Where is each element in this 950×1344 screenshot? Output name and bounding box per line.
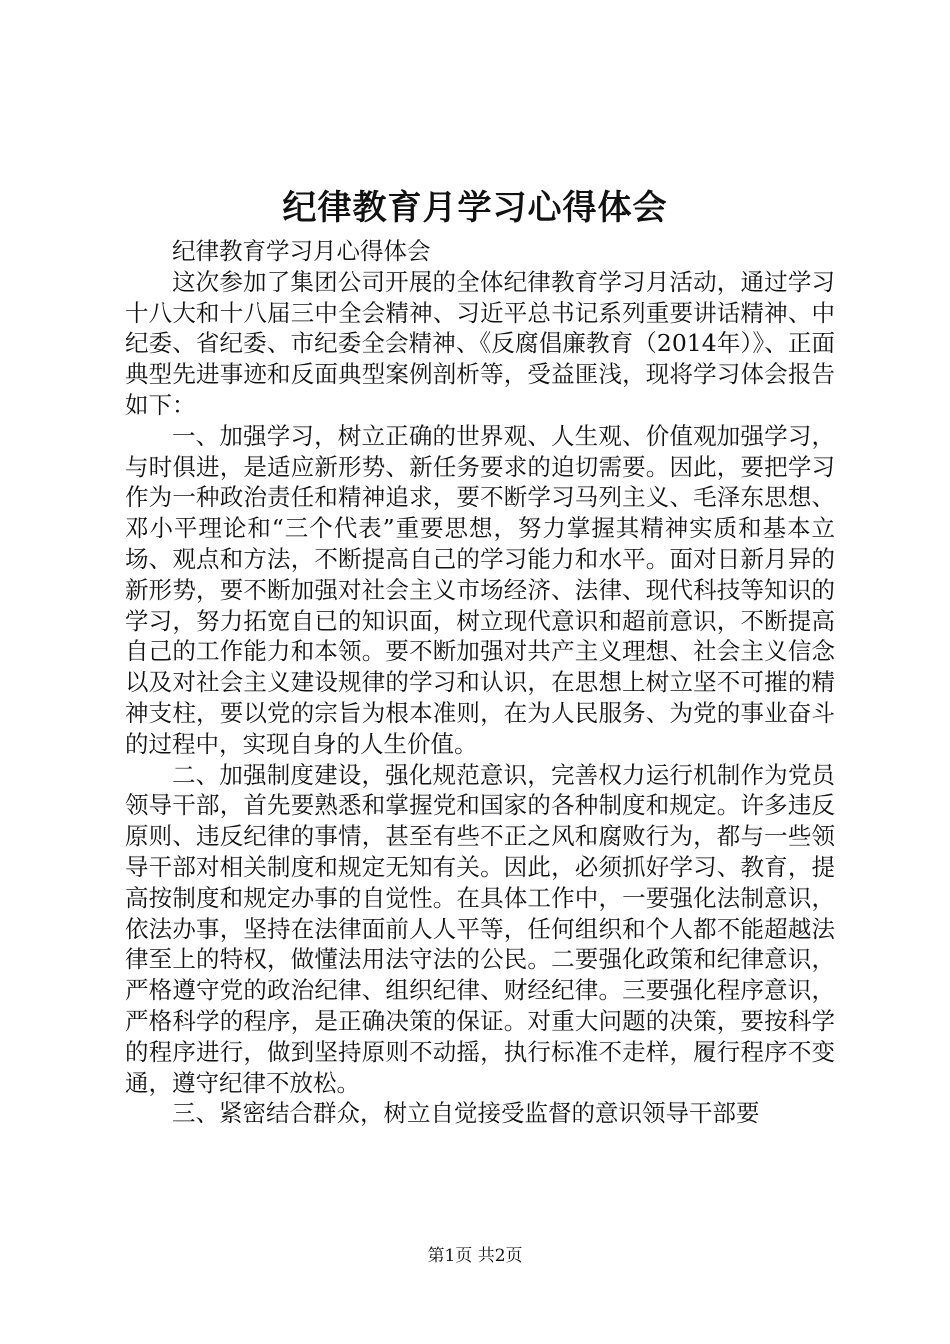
page-footer: 第1页 共2页	[427, 1246, 523, 1266]
document-body	[125, 236, 835, 1129]
section-one-paragraph: 一、加强学习，树立正确的世界观、人生观、价值观加强学习，与时俱进，是适应新形势、新任务要求的迫切需要。因此，要把学习作为一种政治责任和精神追求，要不断学习马列主义、毛泽东思想、邓小平理论和“三个代表”重要思想，努力掌握其精神实质和基本立场、观点和方法，不断提高自己的学习能力和水平。面对日新月异的新形势，要不断加强对社会主义市场经济、法律、现代科技等知识的学习，努力拓宽自已的知识面，树立现代意识和超前意识，不断提高自己的工作能力和本领。要不断加强对共产主义理想、社会主义信念以及对社会主义建设规律的学习和认识，在思想上树立坚不可摧的精神支柱，要以党的宗旨为根本准则，在为人民服务、为党的事业奋斗的过程中，实现自身的人生价值。	[125, 421, 835, 758]
section-three-paragraph: 三、紧密结合群众，树立自觉接受监督的意识领导干部要	[172, 1099, 760, 1128]
document-title: 纪律教育月学习心得体会	[282, 188, 668, 228]
intro-paragraph: 这次参加了集团公司开展的全体纪律教育学习月活动，通过学习十八大和十八届三中全会精神、习近平总书记系列重要讲话精神、中纪委、省纪委、市纪委全会精神、《反腐倡廉教育（2014年）》、正面典型先进事迹和反面典型案例剖析等，受益匪浅，现将学习体会报告如下：	[125, 267, 835, 419]
section-two-paragraph: 二、加强制度建设，强化规范意识，完善权力运行机制作为党员领导干部，首先要熟悉和掌握党和国家的各种制度和规定。许多违反原则、违反纪律的事情，甚至有些不正之风和腐败行为，都与一些领导干部对相关制度和规定无知有关。因此，必须抓好学习、教育，提高按制度和规定办事的自觉性。在具体工作中，一要强化法制意识，依法办事，坚持在法律面前人人平等，任何组织和个人都不能超越法律至上的特权，做懂法用法守法的公民。二要强化政策和纪律意识，严格遵守党的政治纪律、组织纪律、财经纪律。三要强化程序意识，严格科学的程序，是正确决策的保证。对重大问题的决策，要按科学的程序进行，做到坚持原则不动摇，执行标准不走样，履行程序不变通，遵守纪律不放松。	[125, 760, 835, 1097]
subtitle-paragraph: 纪律教育学习月心得体会	[172, 237, 431, 265]
